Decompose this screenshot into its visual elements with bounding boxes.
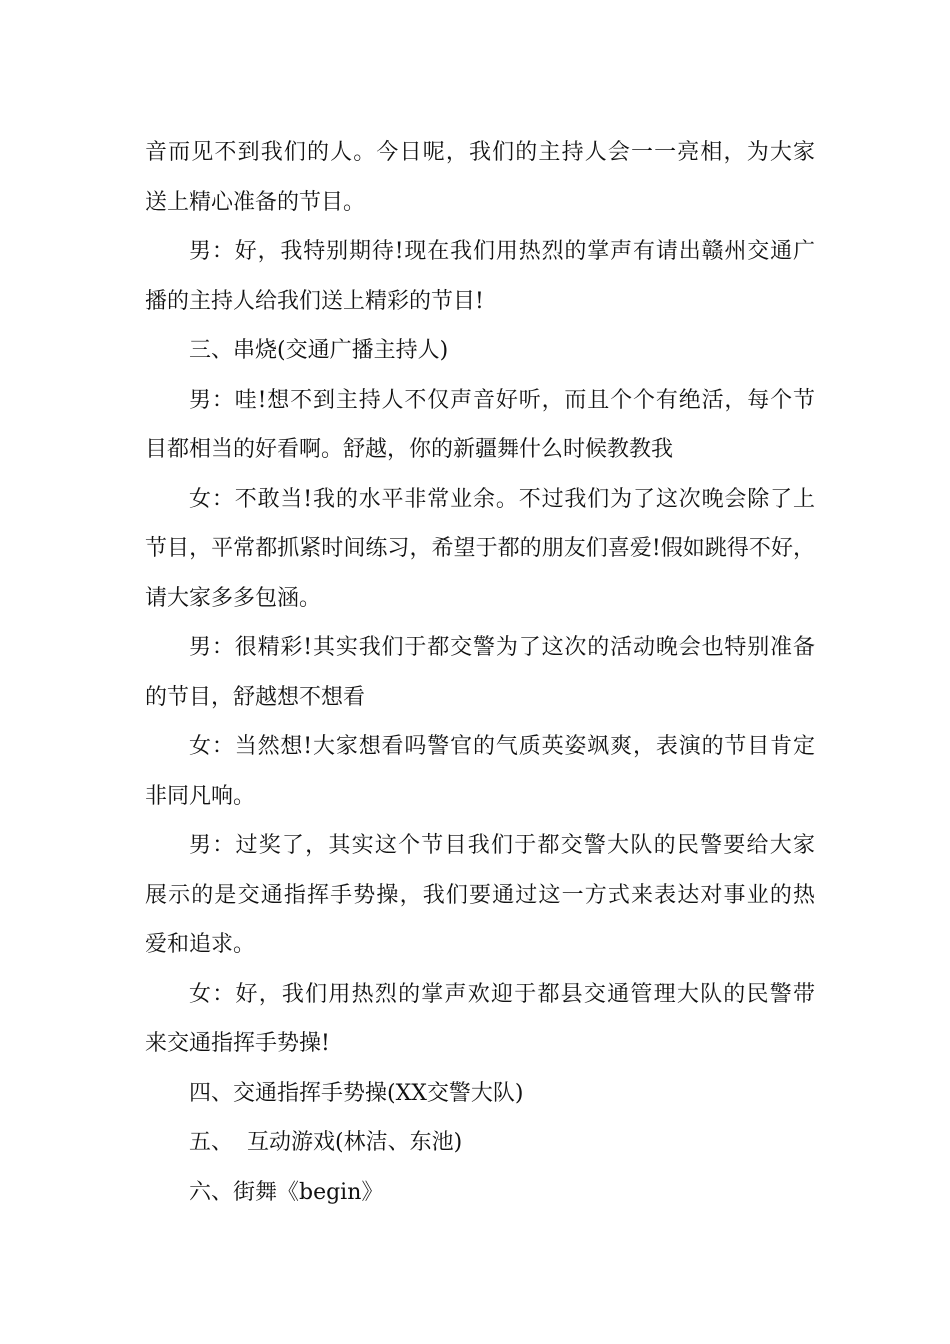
section-heading: 五、 互动游戏(林洁、东池)	[189, 1130, 463, 1155]
text-line: 爱和追求。	[145, 932, 256, 957]
paragraph-line: 男：哇!想不到主持人不仅声音好听，而且个个有绝活，每个节	[189, 387, 815, 413]
paragraph-line: 男：很精彩!其实我们于都交警为了这次的活动晚会也特别准备	[189, 635, 815, 660]
paragraph-line: 男：过奖了，其实这个节目我们于都交警大队的民警要给大家	[189, 833, 815, 858]
text-line: 展示的是交通指挥手势操，我们要通过这一方式来表达对事业的热	[145, 882, 815, 908]
text-line: 送上精心准备的节目。	[145, 189, 366, 215]
section-heading: 六、街舞《begin》	[189, 1179, 384, 1205]
paragraph-line: 男：好，我特别期待!现在我们用热烈的掌声有请出赣州交通广	[189, 239, 815, 264]
document-body	[145, 128, 815, 1217]
text-line: 播的主持人给我们送上精彩的节目!	[145, 288, 484, 314]
paragraph-line: 女：不敢当!我的水平非常业余。不过我们为了这次晚会除了上	[189, 486, 815, 512]
text-line: 的节目，舒越想不想看	[145, 684, 366, 710]
text-line: 节目，平常都抓紧时间练习，希望于都的朋友们喜爱!假如跳得不好，	[145, 536, 815, 561]
text-line: 音而见不到我们的人。今日呢，我们的主持人会一一亮相，为大家	[145, 140, 815, 165]
text-line: 非同凡响。	[145, 783, 256, 809]
text-line: 来交通指挥手势操!	[145, 1031, 330, 1056]
section-heading: 三、串烧(交通广播主持人)	[189, 338, 449, 363]
section-heading: 四、交通指挥手势操(XX交警大队)	[189, 1080, 524, 1106]
text-line: 请大家多多包涵。	[145, 585, 322, 611]
text-line: 目都相当的好看啊。舒越，你的新疆舞什么时候教教我	[145, 437, 674, 462]
paragraph-line: 女：好，我们用热烈的掌声欢迎于都县交通管理大队的民警带	[189, 981, 815, 1007]
paragraph-line: 女：当然想!大家想看吗警官的气质英姿飒爽，表演的节目肯定	[189, 734, 815, 759]
